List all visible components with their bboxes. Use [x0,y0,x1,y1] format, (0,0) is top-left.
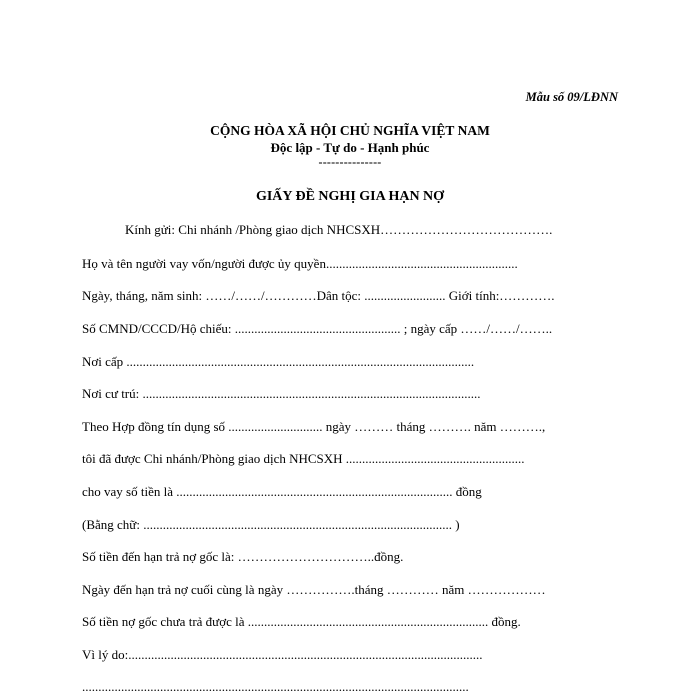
issue-place-line: Nơi cấp ........................................................................................................... [82,354,475,369]
national-motto: Độc lập - Tự do - Hạnh phúc [270,140,430,155]
borrower-name-line: Họ và tên người vay vốn/người được ủy quyền........................................................... [82,256,518,271]
reason-continuation-line: ....................................................................................................................... [82,679,469,694]
header-divider: --------------- [318,155,382,169]
final-due-date-line: Ngày đến hạn trả nợ cuối cùng là ngày …………….tháng ………… năm ……………… [82,582,546,597]
document-title: GIẤY ĐỀ NGHỊ GIA HẠN NỢ [255,189,445,204]
recipient-line: Kính gửi: Chi nhánh /Phòng giao dịch NHCSXH…………………………………. [125,222,553,237]
amount-in-words-line: (Bằng chữ: ............................................................................................... ) [82,517,460,532]
form-code: Mẫu số 09/LĐNN [525,90,618,104]
reason-line: Vì lý do:............................................................................................................. [82,647,483,662]
birth-ethnicity-gender-line: Ngày, tháng, năm sinh: ……/……/…………Dân tộc: ......................... Giới tính:…………. [82,288,555,303]
id-number-line: Số CMND/CCCD/Hộ chiếu: ................................................... ; ngày cấp ……/……/…….. [82,321,553,336]
principal-due-line: Số tiền đến hạn trả nợ gốc là: …………………………..đồng. [82,549,404,564]
country-name: CỘNG HÒA XÃ HỘI CHỦ NGHĨA VIỆT NAM [210,123,490,138]
branch-line: tôi đã được Chi nhánh/Phòng giao dịch NHCSXH ....................................................... [82,451,525,466]
credit-contract-line: Theo Hợp đồng tín dụng số ............................. ngày ……… tháng ………. năm ………., [82,419,546,434]
residence-line: Nơi cư trú: ........................................................................................................ [82,386,481,401]
unpaid-principal-line: Số tiền nợ gốc chưa trả được là .......................................................................... đồng. [82,614,521,629]
loan-amount-line: cho vay số tiền là ..................................................................................... đồng [82,484,482,499]
